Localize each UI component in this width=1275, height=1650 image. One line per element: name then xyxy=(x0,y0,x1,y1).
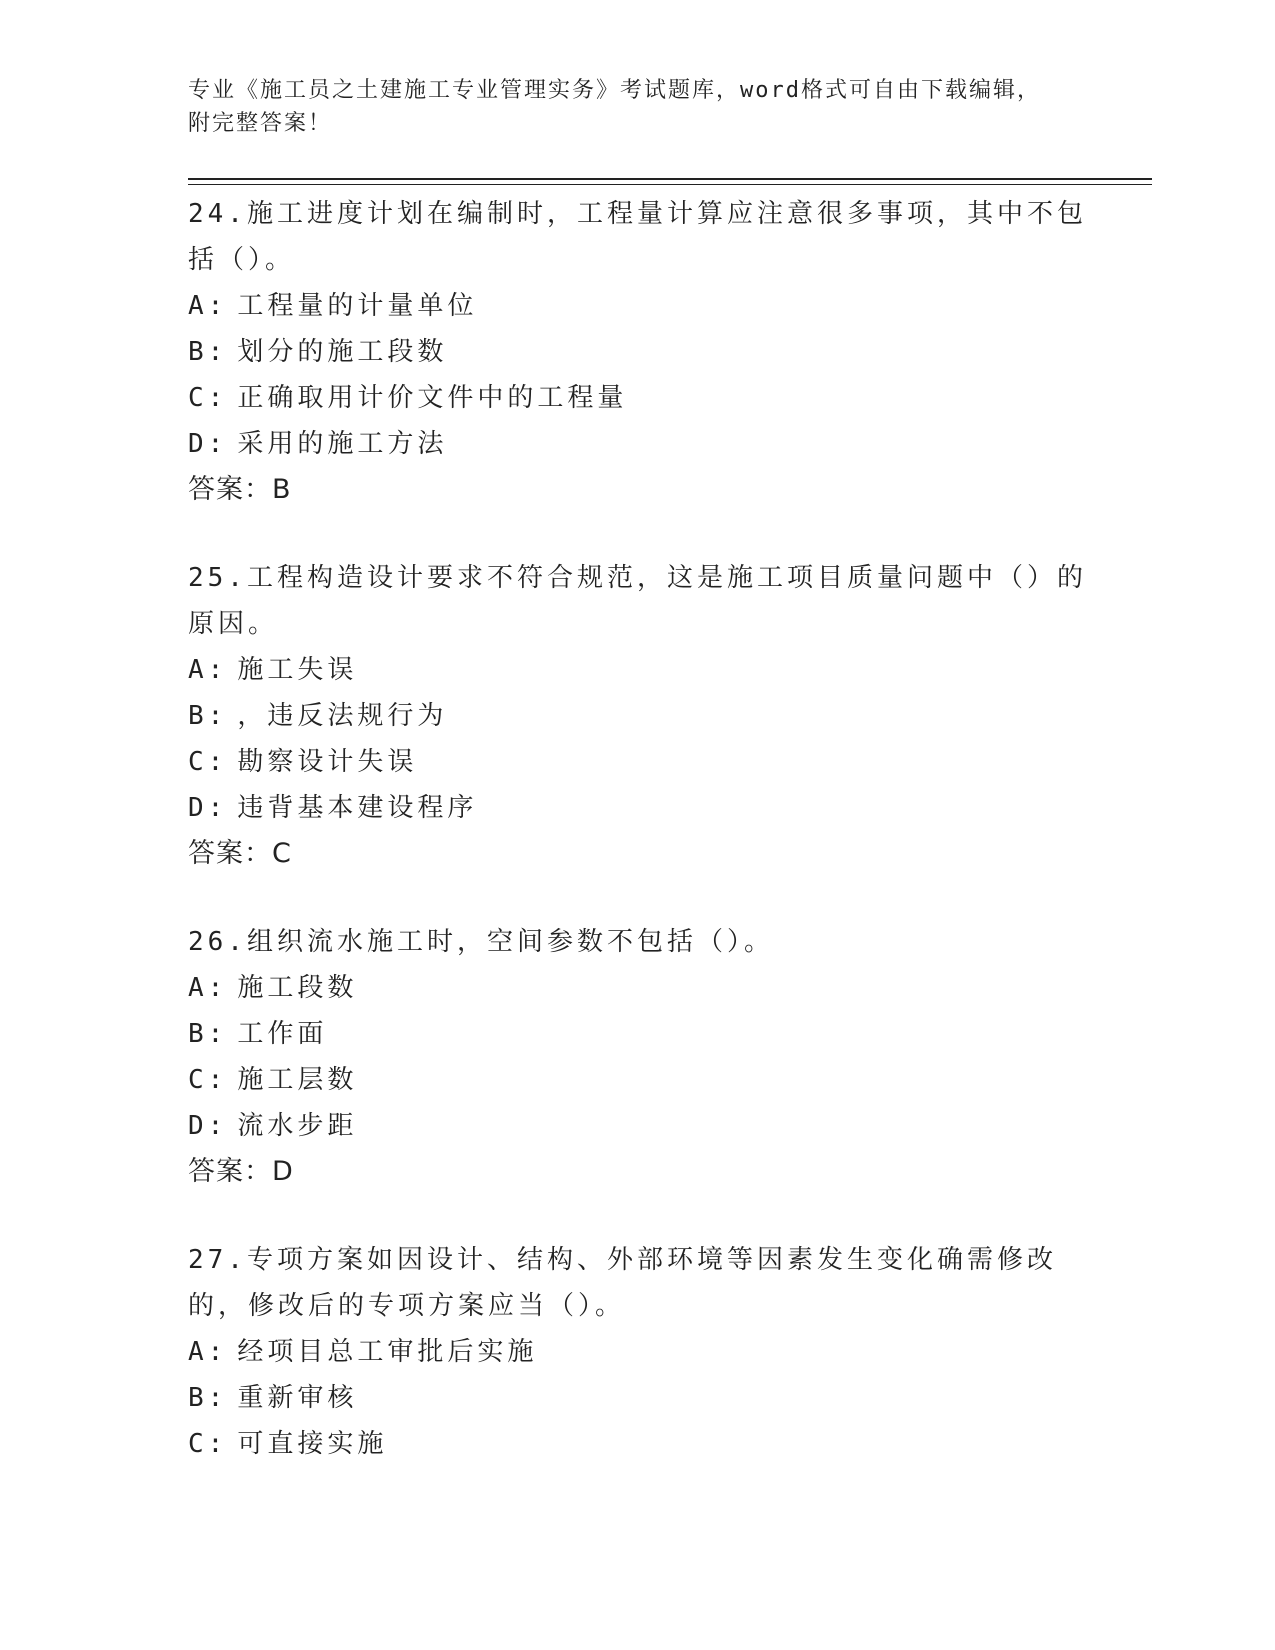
option-b xyxy=(188,1375,1088,1421)
option-key: D: xyxy=(188,429,228,459)
option-key: C: xyxy=(188,383,228,413)
option-text: 划分的施工段数 xyxy=(237,337,448,367)
option-text: 施工失误 xyxy=(237,655,358,685)
question-stem: 25.工程构造设计要求不符合规范，这是施工项目质量问题中（）的原因。 xyxy=(188,563,1087,639)
option-text: ，违反法规行为 xyxy=(237,701,448,731)
answer-line: 答案：C xyxy=(188,838,292,869)
option-a xyxy=(188,1329,1088,1375)
question-stem: 26.组织流水施工时，空间参数不包括（）。 xyxy=(188,927,774,957)
option-a xyxy=(188,965,1088,1011)
option-text: 工程量的计量单位 xyxy=(237,291,478,321)
option-b xyxy=(188,329,1088,375)
option-a xyxy=(188,283,1088,329)
document-header xyxy=(188,74,1068,140)
header-line-2: 附完整答案！ xyxy=(188,111,333,136)
question-27 xyxy=(188,1237,1088,1467)
option-key: B: xyxy=(188,1019,228,1049)
question-24 xyxy=(188,191,1088,513)
option-text: 经项目总工审批后实施 xyxy=(237,1337,538,1367)
option-key: A: xyxy=(188,291,228,321)
option-key: B: xyxy=(188,701,228,731)
answer-line: 答案：D xyxy=(188,1156,294,1187)
option-d xyxy=(188,785,1088,831)
option-c xyxy=(188,739,1088,785)
option-text: 正确取用计价文件中的工程量 xyxy=(237,383,628,413)
option-b xyxy=(188,693,1088,739)
header-line-1: 专业《施工员之土建施工专业管理实务》考试题库，word格式可自由下载编辑， xyxy=(188,78,1041,103)
option-key: A: xyxy=(188,973,228,1003)
option-text: 流水步距 xyxy=(237,1111,358,1141)
option-d xyxy=(188,421,1088,467)
option-key: C: xyxy=(188,747,228,777)
option-key: D: xyxy=(188,793,228,823)
option-text: 违背基本建设程序 xyxy=(237,793,478,823)
option-c xyxy=(188,1057,1088,1103)
answer-line: 答案：B xyxy=(188,474,292,505)
option-text: 施工层数 xyxy=(237,1065,358,1095)
question-stem: 24.施工进度计划在编制时，工程量计算应注意很多事项，其中不包括（）。 xyxy=(188,199,1087,275)
question-25 xyxy=(188,555,1088,877)
option-b xyxy=(188,1011,1088,1057)
question-stem: 27.专项方案如因设计、结构、外部环境等因素发生变化确需修改的，修改后的专项方案应当（）。 xyxy=(188,1245,1057,1321)
option-text: 重新审核 xyxy=(237,1383,358,1413)
option-key: C: xyxy=(188,1065,228,1095)
option-d xyxy=(188,1103,1088,1149)
option-key: C: xyxy=(188,1429,228,1459)
option-text: 施工段数 xyxy=(237,973,358,1003)
question-26 xyxy=(188,919,1088,1195)
header-divider-thick xyxy=(188,178,1152,180)
header-divider-thin xyxy=(188,184,1152,185)
option-c xyxy=(188,375,1088,421)
option-text: 采用的施工方法 xyxy=(237,429,448,459)
option-text: 可直接实施 xyxy=(237,1429,388,1459)
option-c xyxy=(188,1421,1088,1467)
option-key: A: xyxy=(188,1337,228,1367)
option-key: A: xyxy=(188,655,228,685)
question-list xyxy=(188,191,1088,1509)
option-key: B: xyxy=(188,1383,228,1413)
option-text: 勘察设计失误 xyxy=(237,747,418,777)
option-a xyxy=(188,647,1088,693)
option-key: D: xyxy=(188,1111,228,1141)
option-key: B: xyxy=(188,337,228,367)
option-text: 工作面 xyxy=(237,1019,328,1049)
